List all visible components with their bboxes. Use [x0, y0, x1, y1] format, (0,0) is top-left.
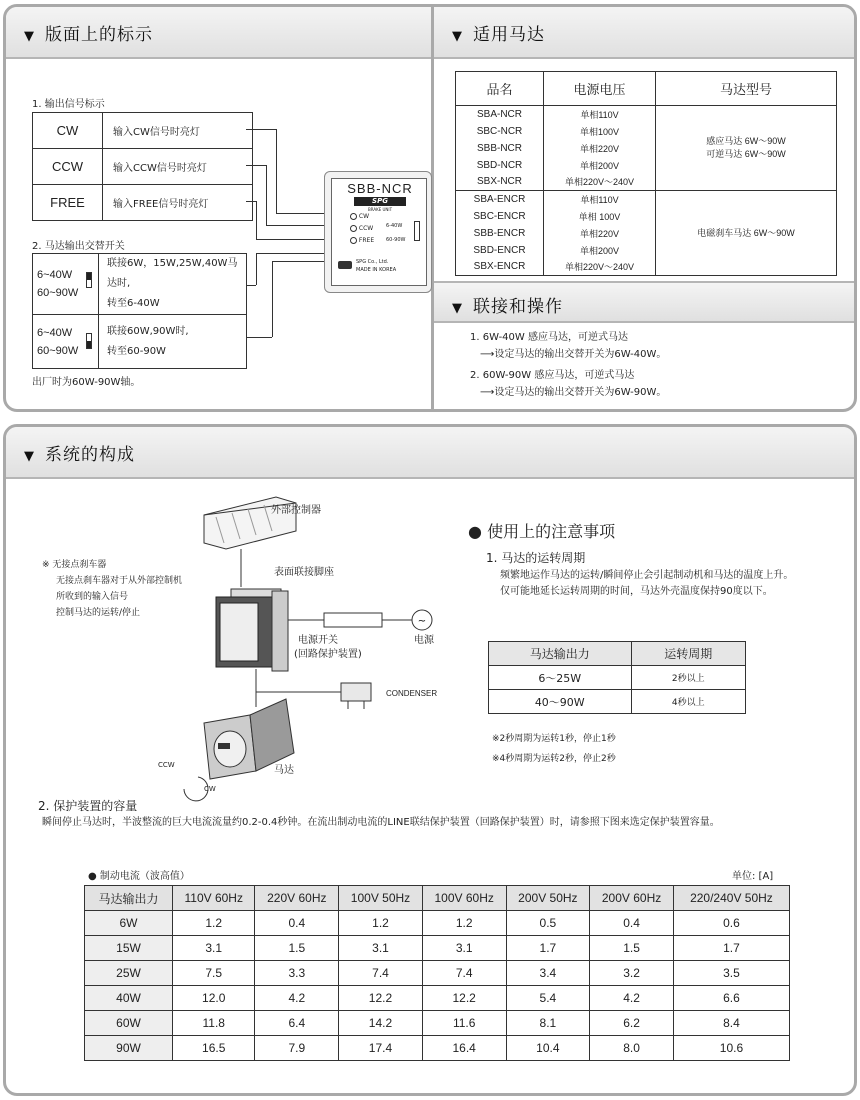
note-line: 无接点刹车器对于从外部控制机 [56, 576, 183, 586]
current-value: 1.5 [590, 936, 674, 961]
model-name: SBA-ENCR [456, 191, 544, 208]
column-header: 电源电压 [544, 72, 656, 106]
table-row [85, 936, 790, 961]
table-row [33, 149, 253, 185]
column-header: 110V 60Hz [173, 886, 255, 911]
model-name: SBB-NCR [456, 140, 544, 157]
motor-type-line: 感应马达 6W～90W [706, 136, 786, 146]
table-row [489, 666, 746, 690]
device-model: SBB-NCR [347, 181, 413, 196]
power-voltage: 单相220V [544, 140, 656, 157]
model-name: SBB-ENCR [456, 225, 544, 242]
protect-desc: 瞬间停止马达时，半波整流的巨大电流流量约0.2-0.4秒钟。在流出制动电流的LINE联结保护装置（回路保护装置）时，请参照下图来选定保护装置容量。 [42, 817, 720, 828]
power-switch-icon [324, 613, 382, 627]
device-sw1: 6-40W [386, 223, 403, 229]
motor-output: 15W [85, 936, 173, 961]
current-value: 14.2 [339, 1011, 423, 1036]
signal-key: CCW [33, 149, 103, 185]
column-header: 品名 [456, 72, 544, 106]
motor-type-line: 电磁刹车马达 6W～90W [697, 227, 795, 238]
current-value: 7.5 [173, 961, 255, 986]
current-value: 0.4 [590, 911, 674, 936]
table-row [33, 185, 253, 221]
model-name: SBC-NCR [456, 123, 544, 140]
current-value: 8.1 [506, 1011, 590, 1036]
current-value: 3.3 [255, 961, 339, 986]
current-value: 6.4 [255, 1011, 339, 1036]
markings-header [6, 7, 431, 59]
table-row [85, 986, 790, 1011]
connect-item: 2. 60W-90W 感应马达，可逆式马达 [470, 370, 635, 381]
model-name: SBX-NCR [456, 174, 544, 191]
caution1-title: 1. 马达的运转周期 [486, 551, 586, 565]
table-row [33, 315, 247, 369]
current-value: 10.4 [506, 1036, 590, 1061]
switch-desc: 联接6W，15W,25W,40W马达时, [107, 258, 238, 289]
connect-item-sub: ⟶设定马达的输出交替开关为6W-40W。 [480, 349, 667, 360]
current-value: 5.4 [506, 986, 590, 1011]
switch-option: 6~40W [37, 326, 73, 339]
switch-icon [86, 333, 92, 349]
model-name: SBC-ENCR [456, 208, 544, 225]
cycle-note: ※4秒周期为运转2秒，停止2秒 [492, 754, 616, 764]
system-header [6, 427, 857, 479]
label-power-switch: 电源开关 [298, 635, 338, 646]
table-header-row [489, 642, 746, 666]
power-voltage: 单相110V [544, 191, 656, 208]
condenser-icon [341, 683, 371, 709]
note-line: 无接点刹车器 [52, 560, 107, 570]
switch-table [32, 253, 247, 369]
power-voltage: 单相220V～240V [544, 174, 656, 191]
current-value: 1.5 [255, 936, 339, 961]
column-header: 马达输出力 [85, 886, 173, 911]
model-name: SBD-NCR [456, 157, 544, 174]
label-power: 电源 [414, 635, 434, 646]
triangle-down-icon: ▼ [452, 29, 463, 44]
bottom-panel [3, 424, 857, 1096]
label-condenser: CONDENSER [386, 689, 438, 698]
led-icon [350, 225, 357, 232]
current-value: 0.6 [673, 911, 789, 936]
current-value: 1.7 [506, 936, 590, 961]
power-voltage: 单相200V [544, 157, 656, 174]
device-sw2: 60-90W [386, 237, 406, 243]
note-mark: ※ [42, 560, 50, 570]
table-row [85, 911, 790, 936]
unit-label: 单位: [A] [732, 871, 774, 882]
model-name: SBD-ENCR [456, 242, 544, 259]
cycle-period: 2秒以上 [631, 666, 746, 690]
table-row [33, 113, 253, 149]
current-value: 12.0 [173, 986, 255, 1011]
current-value: 0.5 [506, 911, 590, 936]
label-socket: 表面联接脚座 [274, 567, 334, 578]
switch-option: 60~90W [37, 344, 79, 357]
current-value: 3.1 [173, 936, 255, 961]
current-value: 3.5 [673, 961, 789, 986]
cycle-table [488, 641, 746, 714]
connect-item-sub: ⟶设定马达的输出交替开关为6W-90W。 [480, 387, 667, 398]
current-value: 12.2 [422, 986, 506, 1011]
motor-header [434, 7, 857, 59]
motor-output: 90W [85, 1036, 173, 1061]
device-maker: SPG Co., Ltd. [356, 259, 389, 265]
current-table [84, 885, 790, 1061]
current-value: 12.2 [339, 986, 423, 1011]
signal-key: CW [33, 113, 103, 149]
current-value: 6.6 [673, 986, 789, 1011]
switch-desc: 联接60W,90W时, [107, 325, 189, 337]
current-value: 3.1 [422, 936, 506, 961]
label-cw: CW [204, 785, 216, 793]
label-ext-controller: 外部控制器 [271, 505, 321, 516]
motor-output: 25W [85, 961, 173, 986]
label-ccw: CCW [158, 761, 175, 769]
current-value: 4.2 [590, 986, 674, 1011]
current-value: 11.6 [422, 1011, 506, 1036]
connect-header [434, 281, 857, 323]
motor-type-line: 可逆马达 6W～90W [706, 149, 786, 159]
markings-title: 版面上的标示 [45, 25, 153, 45]
current-value: 7.9 [255, 1036, 339, 1061]
device-cw: CW [358, 213, 370, 220]
column-header: 220/240V 50Hz [673, 886, 789, 911]
device-ccw: CCW [358, 225, 374, 232]
signal-desc: 输入CCW信号时亮灯 [103, 149, 253, 185]
switch-option: 60~90W [37, 287, 79, 299]
current-value: 7.4 [339, 961, 423, 986]
power-voltage: 单相 100V [544, 208, 656, 225]
current-value: 10.6 [673, 1036, 789, 1061]
system-title: 系统的构成 [45, 445, 135, 465]
device-sub: BRAKE UNIT [367, 207, 393, 212]
motor-output: 6W [85, 911, 173, 936]
switch-desc: 转至60-90W [107, 345, 166, 357]
current-value: 4.2 [255, 986, 339, 1011]
caution1-body [500, 568, 793, 600]
table-row [33, 254, 247, 315]
caution-line: 仅可能地延长运转周期的时间，马达外壳温度保持90度以下。 [500, 586, 773, 597]
column-header: 马达输出力 [489, 642, 632, 666]
current-value: 1.7 [673, 936, 789, 961]
switch-option: 6~40W [37, 269, 73, 281]
connect-title: 联接和操作 [473, 297, 563, 317]
motor-output: 60W [85, 1011, 173, 1036]
switch-section-title: 2. 马达输出交替开关 [32, 241, 125, 252]
column-header: 200V 60Hz [590, 886, 674, 911]
factory-note: 出厂时为60W-90W轴。 [32, 377, 141, 388]
column-header: 100V 50Hz [339, 886, 423, 911]
device-brand: SPG [354, 197, 406, 206]
connect-body [470, 329, 666, 401]
column-header: 运转周期 [631, 642, 746, 666]
power-voltage: 单相220V～240V [544, 259, 656, 276]
signal-section-title: 1. 输出信号标示 [32, 99, 105, 110]
label-power-switch-sub: (回路保护装置) [294, 649, 362, 660]
connect-item: 1. 6W-40W 感应马达，可逆式马达 [470, 332, 628, 343]
triangle-down-icon: ▼ [24, 29, 35, 44]
current-value: 3.1 [339, 936, 423, 961]
table-row [456, 106, 837, 123]
current-value: 16.5 [173, 1036, 255, 1061]
device-free: FREE [358, 237, 375, 244]
power-voltage: 单相110V [544, 106, 656, 123]
current-value: 1.2 [339, 911, 423, 936]
led-icon [350, 237, 357, 244]
note-line: 所收到的输入信号 [56, 592, 129, 602]
signal-desc: 输入CW信号时亮灯 [103, 113, 253, 149]
signal-key: FREE [33, 185, 103, 221]
current-value: 16.4 [422, 1036, 506, 1061]
table-header-row [456, 72, 837, 106]
triangle-down-icon: ▼ [452, 301, 463, 316]
column-header: 马达型号 [656, 72, 837, 106]
triangle-down-icon: ▼ [24, 449, 35, 464]
motor-type [656, 191, 837, 276]
top-panel [3, 4, 857, 412]
column-header: 100V 60Hz [422, 886, 506, 911]
brake-unit-device [324, 171, 432, 293]
signal-table [32, 112, 253, 221]
current-caption: ● 制动电流（波高值） [88, 871, 190, 882]
table-row [456, 191, 837, 208]
current-value: 0.4 [255, 911, 339, 936]
switch-icon [414, 221, 420, 241]
current-value: 8.0 [590, 1036, 674, 1061]
logo-icon [338, 261, 352, 269]
column-header: 220V 60Hz [255, 886, 339, 911]
power-voltage: 单相200V [544, 242, 656, 259]
current-value: 3.4 [506, 961, 590, 986]
current-value: 11.8 [173, 1011, 255, 1036]
model-name: SBA-NCR [456, 106, 544, 123]
cycle-notes [492, 729, 616, 769]
device-made-in: MADE IN KOREA [356, 267, 397, 273]
cycle-output: 40～90W [489, 690, 632, 714]
power-voltage: 单相100V [544, 123, 656, 140]
switch-desc: 转至6-40W [107, 298, 160, 309]
motor-type [656, 106, 837, 191]
protect-title: 2. 保护装置的容量 [38, 799, 138, 813]
table-row [85, 1011, 790, 1036]
current-value: 7.4 [422, 961, 506, 986]
column-header: 200V 50Hz [506, 886, 590, 911]
current-value: 17.4 [339, 1036, 423, 1061]
table-row [85, 1036, 790, 1061]
motor-table [455, 71, 837, 276]
caution-line: 频繁地运作马达的运转/瞬间停止会引起制动机和马达的温度上升。 [500, 570, 794, 581]
current-value: 3.2 [590, 961, 674, 986]
svg-text:~: ~ [417, 616, 427, 627]
socket-icon [216, 589, 288, 671]
table-row [489, 690, 746, 714]
model-name: SBX-ENCR [456, 259, 544, 276]
led-icon [350, 213, 357, 220]
current-value: 6.2 [590, 1011, 674, 1036]
motor-output: 40W [85, 986, 173, 1011]
cycle-note: ※2秒周期为运转1秒，停止1秒 [492, 734, 616, 744]
motor-title: 适用马达 [473, 25, 545, 45]
label-motor: 马达 [274, 765, 294, 776]
bullet-icon: ● [468, 522, 482, 541]
caution-title: ● 使用上的注意事项 [468, 522, 616, 541]
note-line: 控制马达的运转/停止 [56, 608, 141, 618]
current-value: 1.2 [422, 911, 506, 936]
current-value: 1.2 [173, 911, 255, 936]
cycle-period: 4秒以上 [631, 690, 746, 714]
table-row [85, 961, 790, 986]
signal-desc: 输入FREE信号时亮灯 [103, 185, 253, 221]
current-value: 8.4 [673, 1011, 789, 1036]
switch-icon [86, 272, 92, 288]
power-voltage: 单相220V [544, 225, 656, 242]
table-header-row [85, 886, 790, 911]
cycle-output: 6～25W [489, 666, 632, 690]
